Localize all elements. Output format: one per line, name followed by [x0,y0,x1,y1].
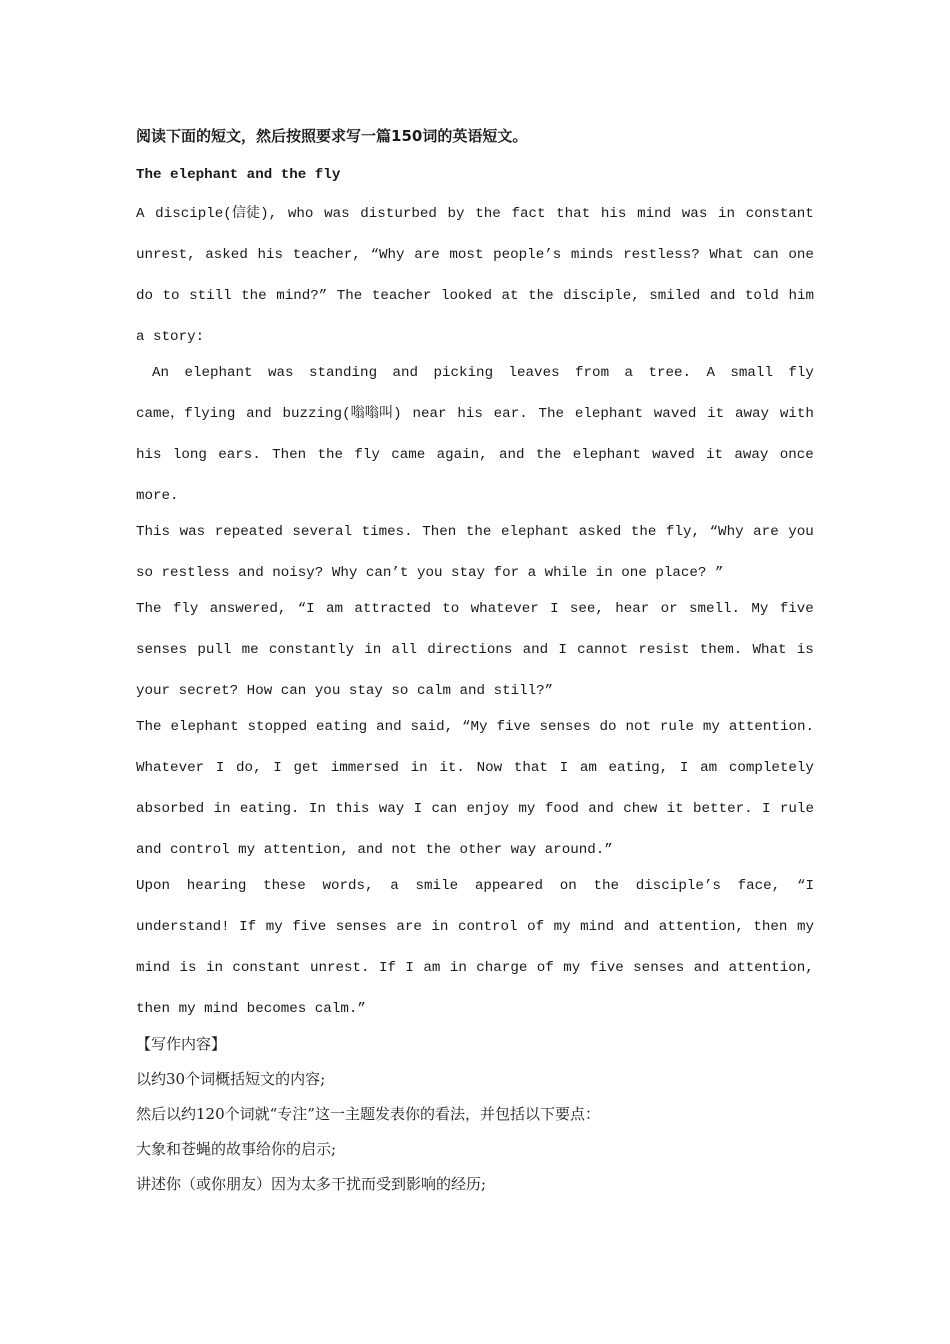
paragraph-line: so restless and noisy? Why can’t you stay for a while in one place? ” [136,565,724,581]
word: tree. [648,365,692,381]
paragraph-line [136,950,814,991]
word: restless? [623,247,700,263]
word: “Why [370,247,405,263]
word: the [317,447,344,463]
word: eating, [608,760,669,776]
word: a [624,365,634,381]
word: An [152,365,170,381]
word: rule [779,801,814,817]
word: my [563,960,581,976]
paragraph-line [136,355,814,396]
requirement-item: 大象和苍蝇的故事给你的启示; [136,1140,337,1158]
word: ear. [493,406,528,422]
word: mind [637,206,672,222]
word: The [538,406,565,422]
word: rule [659,719,694,735]
word: long [172,447,207,463]
word: was [681,206,708,222]
word: several [292,524,353,540]
word: I [273,760,282,776]
word: who [287,206,314,222]
word: his [136,447,162,463]
word: and [709,288,736,304]
word: buzzing(嗡嗡叫) [282,406,402,422]
word: was [179,524,206,540]
word: of [527,919,545,935]
paragraph-line [136,632,814,673]
word: me [241,642,259,658]
word: food [544,801,579,817]
word: five [496,719,531,735]
writing-requirements [136,1027,814,1202]
word: most [449,247,484,263]
word: again, [436,447,488,463]
word: times. [361,524,413,540]
word: senses [633,960,685,976]
word: my [553,919,571,935]
word: ears. [218,447,261,463]
word: whatever [470,601,539,617]
word: came [391,447,426,463]
word: enjoy [466,801,510,817]
word: small [730,365,773,381]
word: all [391,642,417,658]
word: immersed [330,760,399,776]
word: chew [623,801,658,817]
paragraph-line [136,591,814,632]
word: the [528,288,554,304]
word: The [136,601,162,617]
paragraph-line [136,709,814,750]
word: A [706,365,715,381]
word: Upon [136,878,171,894]
paragraph-line [136,396,814,437]
paragraph-5 [136,709,814,868]
word: and [499,447,525,463]
word: I [550,601,559,617]
word: What [752,642,787,658]
word: smell. [688,601,741,617]
word: picking [433,365,494,381]
word: attention, [728,960,814,976]
word: near [412,406,447,422]
word: A [136,206,145,222]
word: resist [638,642,690,658]
word: and [693,960,720,976]
word: “Why [709,524,744,540]
word: his [600,206,627,222]
word: elephant [500,524,570,540]
word: My [751,601,769,617]
word: smiled [649,288,701,304]
word: fly [354,447,380,463]
word: “I [796,878,814,894]
word: in [205,960,223,976]
word: not [625,719,651,735]
word: directions [427,642,513,658]
paragraph-line: and control my attention, and not the other way around.” [136,842,613,858]
word: is [796,642,814,658]
word: What [709,247,744,263]
word: answered, [209,601,287,617]
word: by [447,206,465,222]
requirement-item: 讲述你（或你朋友）因为太多干扰而受到影响的经历; [136,1175,487,1193]
word: Then [272,447,307,463]
word: him [788,288,814,304]
word: unrest, [136,247,196,263]
word: disciple(信徒), [155,206,278,222]
word: standing [308,365,378,381]
word: elephant [574,406,643,422]
word: still [189,288,232,304]
word: am [423,960,441,976]
word: This [136,524,171,540]
paragraph-1 [136,196,814,355]
word: appeared [474,878,543,894]
word: with [779,406,814,422]
word: fly, [665,524,700,540]
word: do [136,288,154,304]
word: was [268,365,294,381]
word: away [735,406,770,422]
paragraph-line: your secret? How can you stay so calm and still?” [136,683,554,699]
word: looked [440,288,493,304]
instruction-text: 阅读下面的短文，然后按照要求写一篇150词的英语短文。 [136,127,528,145]
word: fly [172,601,199,617]
word: In [308,801,326,817]
word: told [744,288,779,304]
word: am [326,601,344,617]
word: senses [539,719,591,735]
word: said, [410,719,454,735]
word: are [753,524,779,540]
word: in [410,760,428,776]
word: it [666,801,684,817]
word: Now [476,760,503,776]
word: senses [335,919,387,935]
word: mind [136,960,171,976]
word: eating [316,719,368,735]
word: to [442,601,460,617]
word: attracted [354,601,431,617]
word: or [660,601,678,617]
word: am [579,760,597,776]
word: eating. [239,801,300,817]
word: mind?” [276,288,328,304]
paragraph-line [136,750,814,791]
requirements-heading: 【写作内容】 [136,1035,227,1053]
paragraph-2 [136,355,814,514]
word: elephant [184,365,253,381]
word: away [734,447,769,463]
word: If [239,919,257,935]
word: leaves [508,365,560,381]
word: to [162,288,180,304]
word: the [465,524,492,540]
word: and [522,642,549,658]
requirement-item: 以约30个词概括短文的内容; [136,1070,326,1088]
word: am [700,760,718,776]
word: asked [578,524,622,540]
word: in [364,642,382,658]
word: the [475,206,501,222]
word: was [324,206,350,222]
paragraph-line [136,514,814,555]
word: in [213,801,231,817]
paragraph-line [136,437,814,478]
word: stopped [247,719,308,735]
word: his [257,247,284,263]
word: get [293,760,320,776]
word: mind [580,919,615,935]
word: fly [788,365,814,381]
word: it [707,406,725,422]
word: disciple’s [635,878,721,894]
word: one [788,247,814,263]
word: then [753,919,788,935]
word: that [513,760,548,776]
passage-title: The elephant and the fly [136,167,341,183]
word: waved [652,447,695,463]
word: once [779,447,814,463]
word: I [405,960,414,976]
word: the [630,524,657,540]
word: words, [322,878,374,894]
word: them. [699,642,743,658]
word: and [392,365,419,381]
word: five [292,919,327,935]
word: teacher, [292,247,361,263]
word: absorbed [136,801,205,817]
word: do, [236,760,262,776]
word: the [241,288,267,304]
word: The [136,719,162,735]
word: “My [462,719,488,735]
word: five [779,601,814,617]
paragraph-line [136,868,814,909]
word: is [179,960,197,976]
word: repeated [214,524,283,540]
word: from [575,365,610,381]
word: better. [693,801,753,817]
word: hearing [186,878,247,894]
word: elephant [170,719,239,735]
word: these [263,878,306,894]
word: people’s [493,247,562,263]
word: see, [569,601,604,617]
word: I [413,801,423,817]
word: “I [297,601,315,617]
word: at [501,288,519,304]
word: unrest. [309,960,370,976]
word: waved [653,406,697,422]
word: my [518,801,536,817]
word: it [706,447,724,463]
word: it. [439,760,465,776]
document-body [136,122,814,1202]
word: I [559,760,569,776]
paragraph-line [136,196,814,237]
requirement-item: 然后以约120个词就“专注”这一主题发表你的看法，并包括以下要点： [136,1105,600,1123]
word: way [378,801,405,817]
word: my [796,919,814,935]
word: The [336,288,363,304]
word: on [559,878,577,894]
word: asked [205,247,248,263]
word: charge [476,960,528,976]
word: understand! [136,919,230,935]
word: elephant [572,447,641,463]
word: the [593,878,620,894]
word: five [589,960,624,976]
word: a [390,878,399,894]
paragraph-3 [136,514,814,591]
word: in [449,960,467,976]
word: do [599,719,617,735]
word: constant [232,960,301,976]
word: completely [728,760,814,776]
word: disciple, [563,288,640,304]
word: teacher [371,288,432,304]
word: are [396,919,422,935]
word: my [702,719,720,735]
word: cannot [577,642,629,658]
paragraph-line: more. [136,488,179,504]
word: If [378,960,396,976]
paragraph-line [136,909,814,950]
word: are [414,247,440,263]
word: can [753,247,779,263]
word: constant [745,206,814,222]
word: this [335,801,370,817]
word: and [246,406,272,422]
word: Whatever [136,760,205,776]
paragraph-line [136,237,814,278]
word: Then [422,524,457,540]
word: fact [511,206,546,222]
paragraph-line [136,278,814,319]
word: I [215,760,225,776]
word: I [679,760,689,776]
word: can [431,801,458,817]
paragraph-4 [136,591,814,709]
word: constantly [268,642,354,658]
word: face, [737,878,781,894]
word: pull [197,642,232,658]
word: his [457,406,483,422]
word: in [718,206,736,222]
word: attention. [728,719,814,735]
word: senses [136,642,188,658]
word: control [457,919,518,935]
word: in [431,919,449,935]
paragraph-6 [136,868,814,1027]
word: and [588,801,614,817]
paragraph-line: then my mind becomes calm.” [136,1001,366,1017]
word: attention, [658,919,744,935]
word: you [788,524,814,540]
word: the [535,447,562,463]
word: I [558,642,567,658]
word: my [265,919,283,935]
word: of [536,960,554,976]
word: that [556,206,591,222]
word: disturbed [360,206,437,222]
paragraph-line: a story: [136,329,205,345]
word: I [762,801,771,817]
word: minds [570,247,614,263]
word: and [623,919,650,935]
word: came，flying [136,406,236,422]
word: smile [415,878,459,894]
paragraph-line [136,791,814,832]
word: and [376,719,402,735]
word: hear [615,601,650,617]
